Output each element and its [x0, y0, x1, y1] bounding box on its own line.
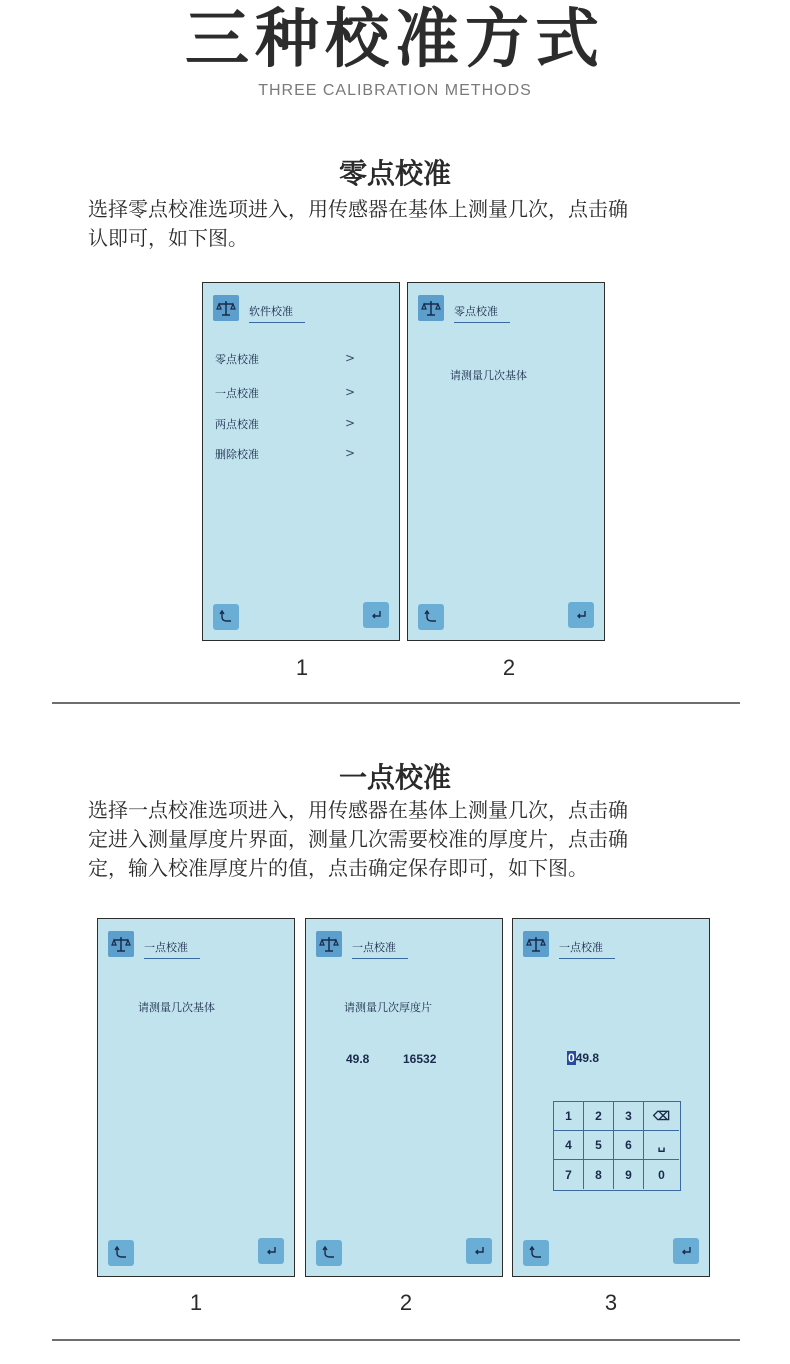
- screen-title: 零点校准: [454, 303, 510, 323]
- key-2[interactable]: 2: [584, 1102, 614, 1131]
- key-0[interactable]: 0: [658, 1167, 665, 1182]
- desc-line: 认即可，如下图。: [88, 226, 248, 250]
- section-desc-one-point: [88, 796, 708, 883]
- back-arrow-icon: [113, 1245, 129, 1261]
- input-cursor: 0: [568, 1051, 575, 1065]
- scale-icon: [316, 931, 342, 957]
- desc-line: 选择零点校准选项进入，用传感器在基体上测量几次，点击确: [88, 197, 628, 221]
- section-desc-zero: [88, 195, 708, 253]
- menu-item-label: 一点校准: [215, 387, 259, 400]
- scale-icon: [523, 931, 549, 957]
- enter-icon: [368, 607, 384, 623]
- menu-item-delete-calibration[interactable]: [215, 446, 355, 462]
- enter-icon: [678, 1243, 694, 1259]
- input-value: 49.8: [575, 1051, 600, 1065]
- section-divider: [52, 1339, 740, 1341]
- back-button[interactable]: [418, 604, 444, 630]
- scale-icon: [213, 295, 239, 321]
- back-button[interactable]: [523, 1240, 549, 1266]
- enter-icon: [263, 1243, 279, 1259]
- back-button[interactable]: [213, 604, 239, 630]
- key-6[interactable]: 6: [614, 1131, 644, 1160]
- section-title-one-point: 一点校准: [338, 761, 451, 794]
- scale-icon: [108, 931, 134, 957]
- instruction-message: 请测量几次基体: [138, 1001, 215, 1014]
- menu-item-label: 删除校准: [215, 448, 259, 461]
- reading-value: 49.8: [346, 1052, 370, 1066]
- figure-caption: 1: [189, 1290, 203, 1315]
- key-4[interactable]: 4: [554, 1131, 584, 1160]
- key-8[interactable]: 8: [584, 1160, 614, 1189]
- instruction-message: 请测量几次厚度片: [344, 1001, 432, 1014]
- chevron-right-icon: >: [344, 351, 355, 365]
- key-3[interactable]: 3: [614, 1102, 644, 1131]
- key-5[interactable]: 5: [584, 1131, 614, 1160]
- figure-caption: 2: [502, 655, 516, 680]
- figure-caption: 3: [604, 1290, 618, 1315]
- enter-icon: [471, 1243, 487, 1259]
- space-key[interactable]: ␣: [644, 1131, 679, 1160]
- desc-line: 定，输入校准厚度片的值，点击确定保存即可，如下图。: [88, 856, 588, 880]
- figure-caption: 2: [399, 1290, 413, 1315]
- device-screen-software-calibration: [202, 282, 400, 641]
- desc-line: 定进入测量厚度片界面，测量几次需要校准的厚度片，点击确: [88, 827, 628, 851]
- menu-item-zero-calibration[interactable]: [215, 351, 355, 367]
- instruction-message: 请测量几次基体: [450, 369, 527, 382]
- device-screen-one-point-step1: [97, 918, 295, 1277]
- back-button[interactable]: [316, 1240, 342, 1266]
- key-1[interactable]: 1: [554, 1102, 584, 1131]
- section-title-zero: 零点校准: [338, 157, 451, 190]
- page-title: 三种校准方式: [185, 3, 605, 77]
- key-9[interactable]: 9: [614, 1160, 644, 1189]
- screen-title: 软件校准: [249, 303, 305, 323]
- chevron-right-icon: >: [344, 385, 355, 399]
- confirm-button[interactable]: [568, 602, 594, 628]
- section-divider: [52, 702, 740, 704]
- chevron-right-icon: >: [344, 416, 355, 430]
- back-arrow-icon: [528, 1245, 544, 1261]
- reading-count: 16532: [403, 1052, 437, 1066]
- device-screen-one-point-step3: [512, 918, 710, 1277]
- thickness-value-input[interactable]: [567, 1051, 599, 1065]
- desc-line: 选择一点校准选项进入，用传感器在基体上测量几次，点击确: [88, 798, 628, 822]
- confirm-button[interactable]: [363, 602, 389, 628]
- back-arrow-icon: [218, 609, 234, 625]
- key-7[interactable]: 7: [554, 1160, 584, 1189]
- confirm-button[interactable]: [673, 1238, 699, 1264]
- back-button[interactable]: [108, 1240, 134, 1266]
- menu-item-one-point-calibration[interactable]: [215, 385, 355, 401]
- screen-title: 一点校准: [559, 939, 615, 959]
- device-screen-zero-calibration: [407, 282, 605, 641]
- screen-title: 一点校准: [352, 939, 408, 959]
- numeric-keypad: [553, 1101, 681, 1191]
- confirm-button[interactable]: [258, 1238, 284, 1264]
- page-subtitle: THREE CALIBRATION METHODS: [258, 82, 532, 99]
- back-arrow-icon: [321, 1245, 337, 1261]
- enter-icon: [573, 607, 589, 623]
- scale-icon: [418, 295, 444, 321]
- screen-title: 一点校准: [144, 939, 200, 959]
- menu-item-label: 零点校准: [215, 353, 259, 366]
- backspace-key[interactable]: ⌫: [644, 1102, 679, 1131]
- chevron-right-icon: >: [344, 446, 355, 460]
- figure-caption: 1: [295, 655, 309, 680]
- menu-item-label: 两点校准: [215, 418, 259, 431]
- device-screen-one-point-step2: [305, 918, 503, 1277]
- back-arrow-icon: [423, 609, 439, 625]
- menu-item-two-point-calibration[interactable]: [215, 416, 355, 432]
- confirm-button[interactable]: [466, 1238, 492, 1264]
